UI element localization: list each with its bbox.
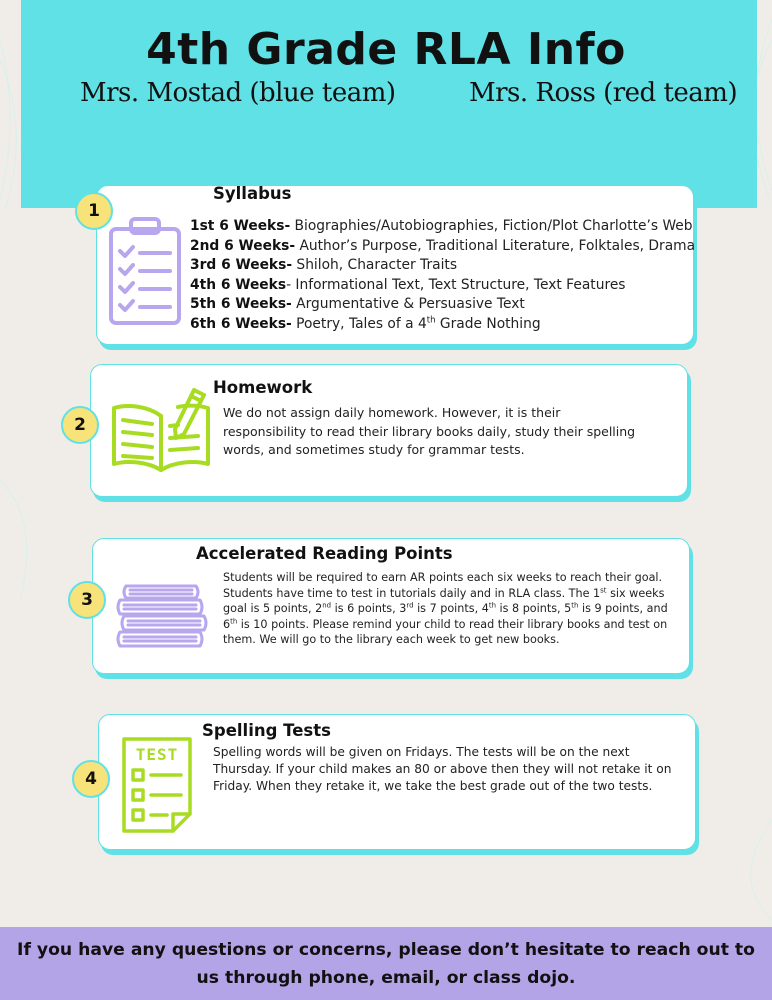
spelling-title: Spelling Tests bbox=[202, 721, 331, 740]
clipboard-checklist-icon bbox=[106, 215, 186, 327]
open-book-pencil-icon bbox=[108, 386, 214, 474]
test-label: TEST bbox=[135, 745, 179, 764]
syllabus-row: 5th 6 Weeks- Argumentative & Persuasive Text bbox=[190, 296, 525, 313]
teacher-right-name: Mrs. Ross (red team) bbox=[469, 78, 738, 108]
syllabus-row: 6th 6 Weeks- Poetry, Tales of a 4th Grade Nothing bbox=[190, 315, 541, 332]
spelling-text: Spelling words will be given on Fridays. The tests will be on the next Thursday. If your child makes an 80 or above then they will not retake it on Friday. When they retake it, we take the best grade out of the two tests. bbox=[213, 745, 672, 793]
syllabus-row: 3rd 6 Weeks- Shiloh, Character Traits bbox=[190, 257, 458, 274]
syllabus-row: 1st 6 Weeks- Biographies/Autobiographies, Fiction/Plot Charlotte’s Web bbox=[190, 218, 693, 234]
homework-text: We do not assign daily homework. However, it is their responsibility to read their library books daily, study their spelling words, and sometimes study for grammar tests. bbox=[223, 405, 636, 457]
test-paper-icon bbox=[121, 736, 193, 834]
syllabus-title: Syllabus bbox=[213, 184, 292, 203]
teacher-left-name: Mrs. Mostad (blue team) bbox=[80, 78, 396, 108]
step-badge-3: 3 bbox=[68, 581, 106, 619]
ar-points-title: Accelerated Reading Points bbox=[196, 544, 453, 563]
step-badge-1: 1 bbox=[75, 192, 113, 230]
homework-title: Homework bbox=[213, 378, 313, 397]
book-stack-icon bbox=[116, 582, 210, 648]
footer-contact-text: If you have any questions or concerns, please don’t hesitate to reach out to us through phone, email, or class dojo. bbox=[17, 939, 755, 988]
page-title: 4th Grade RLA Info bbox=[146, 24, 626, 75]
step-badge-4: 4 bbox=[72, 760, 110, 798]
footer-banner bbox=[0, 927, 772, 1000]
syllabus-row: 2nd 6 Weeks- Author’s Purpose, Traditional Literature, Folktales, Drama bbox=[190, 237, 696, 254]
syllabus-list bbox=[190, 217, 750, 335]
step-badge-2: 2 bbox=[61, 406, 99, 444]
ar-points-text: Students will be required to earn AR points each six weeks to reach their goal. Students have time to test in tutorials daily and in RLA class. The 1st six weeks goal is 5 points, 2nd is 6 points, 3rd is 7 points, 4th is 8 points, 5th is 9 points, and 6th is 10 points. Please remind your child to read their library books and test on them. We will go to the library each week to get new books. bbox=[223, 571, 668, 647]
syllabus-row: 4th 6 Weeks- Informational Text, Text Structure, Text Features bbox=[190, 276, 626, 293]
